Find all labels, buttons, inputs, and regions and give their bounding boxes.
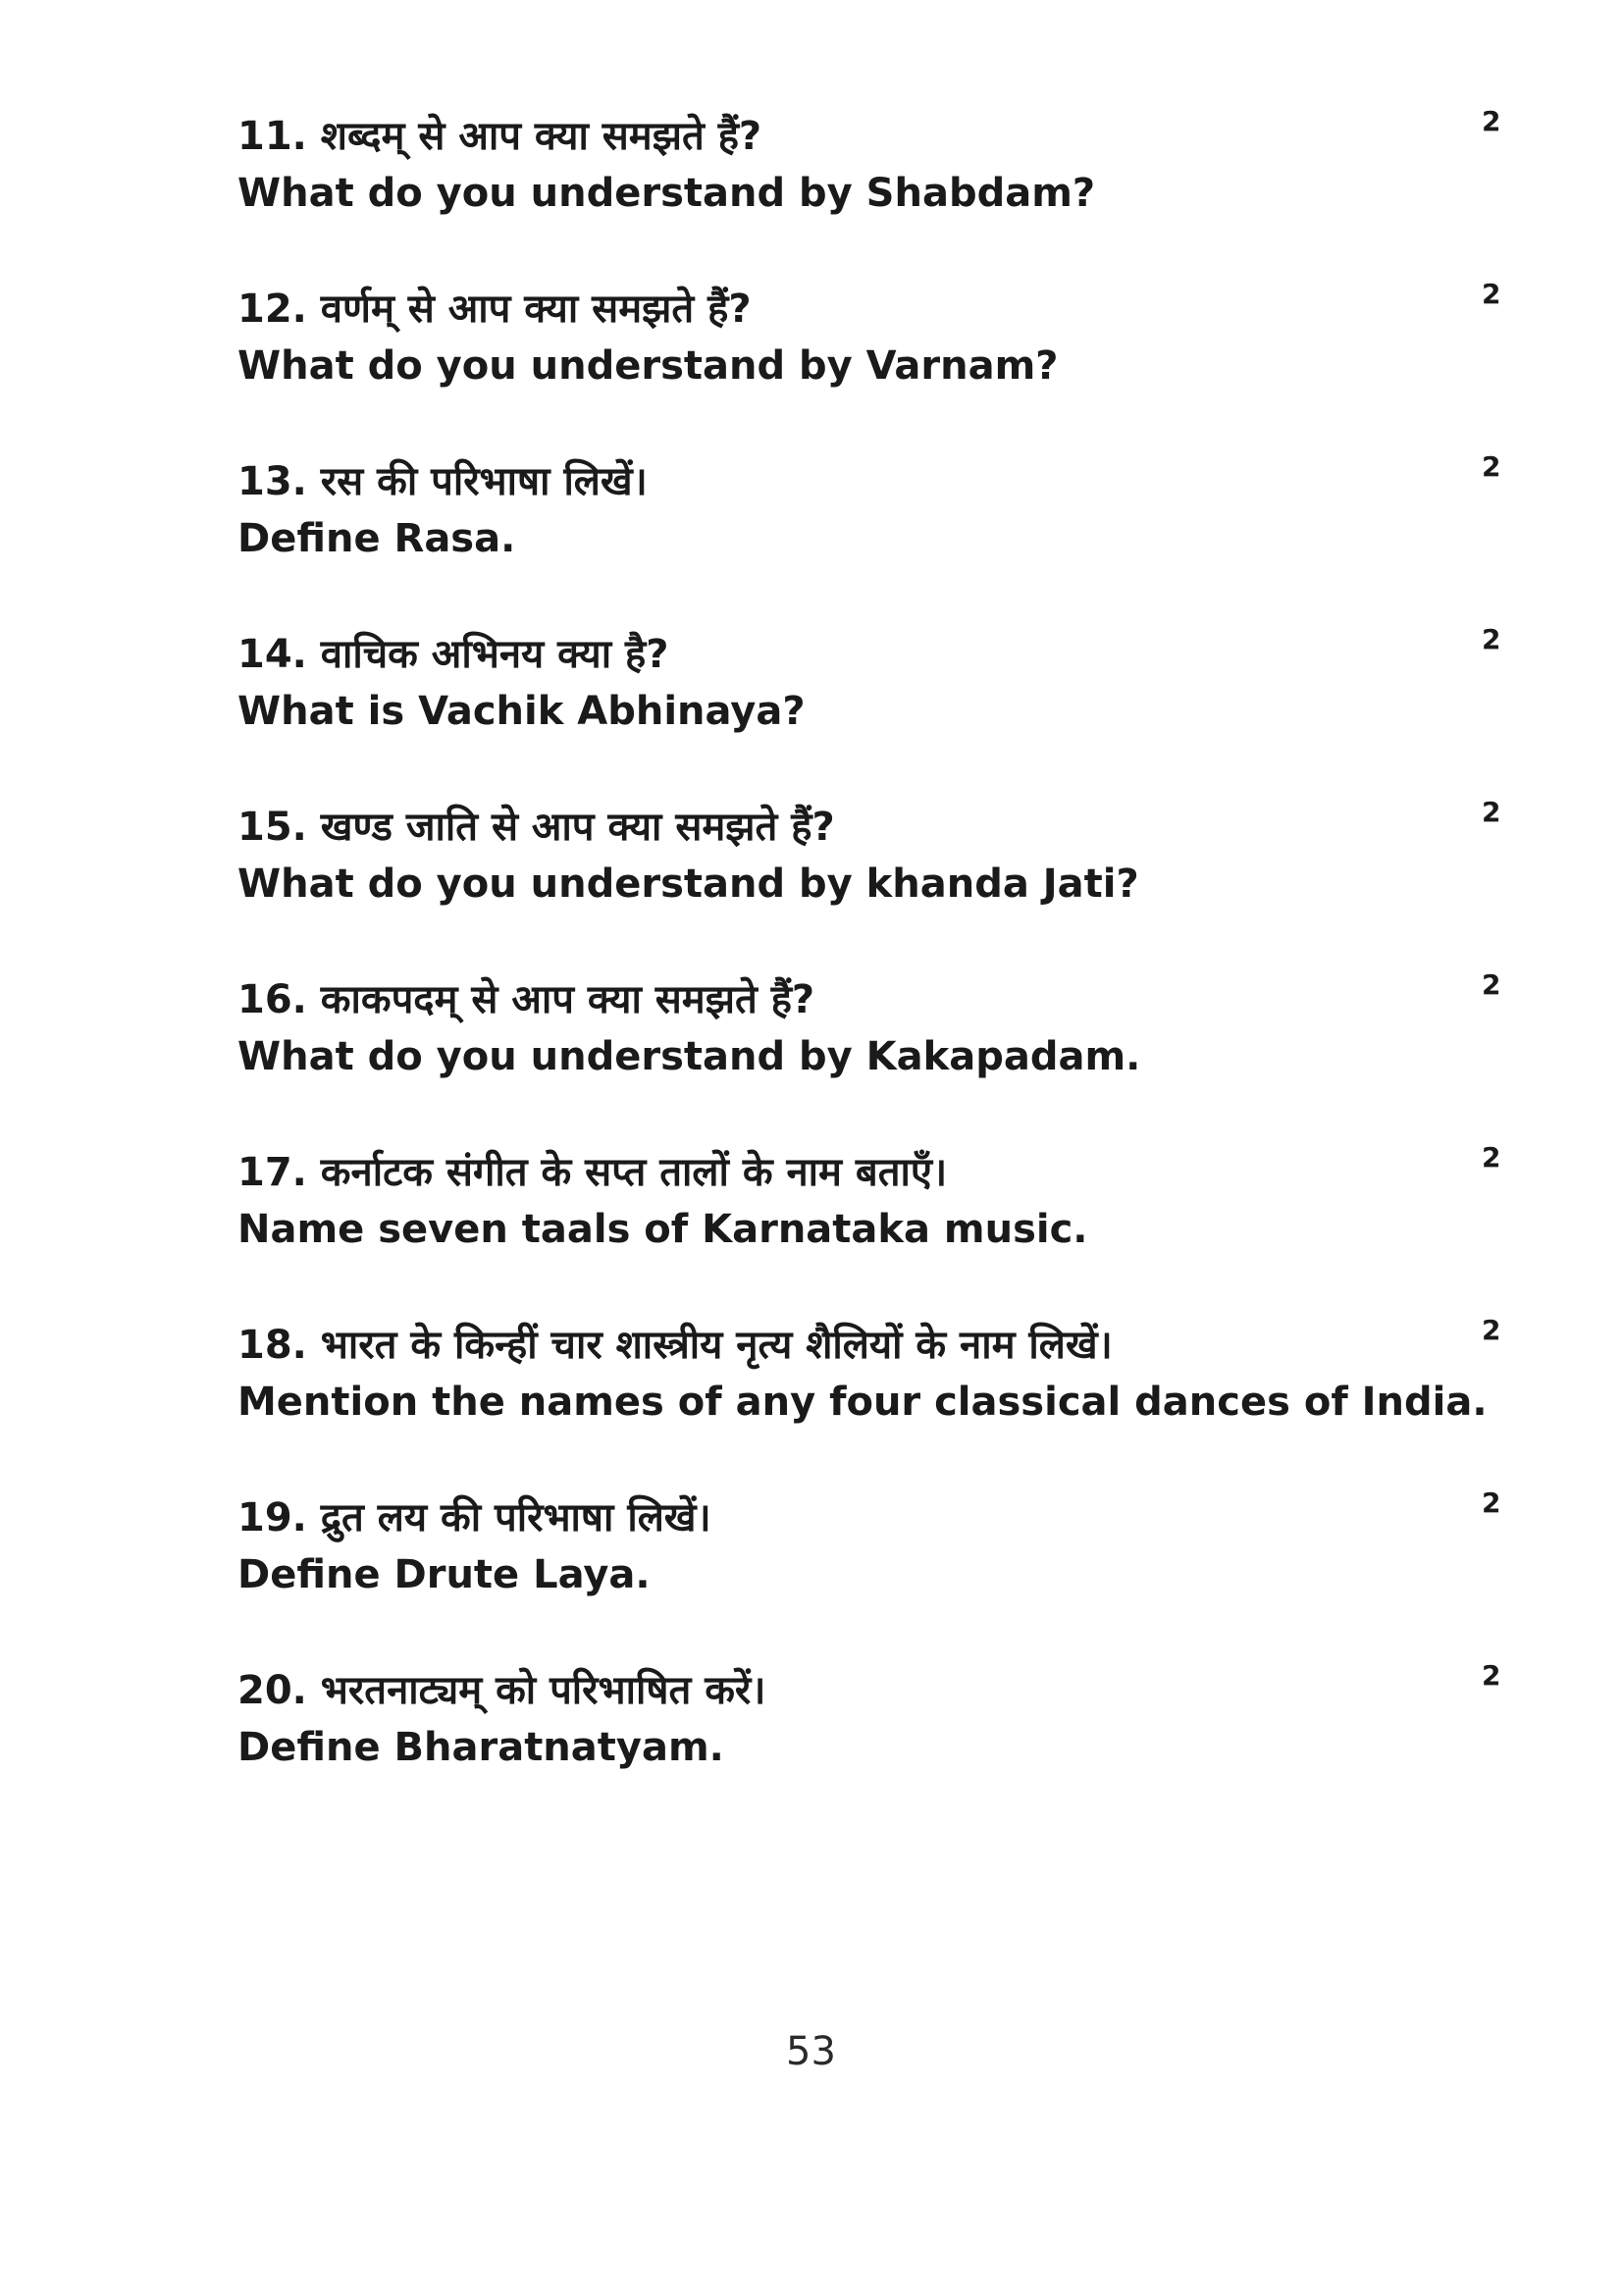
question-hindi-text: 20. भरतनाट्यम् को परिभाषित करें। — [237, 1668, 766, 1713]
question-marks: 2 — [1482, 1314, 1501, 1346]
question-item — [237, 796, 1513, 971]
question-hindi-text: 12. वर्णम् से आप क्या समझते हैं? — [237, 287, 752, 332]
question-marks: 2 — [1482, 278, 1501, 310]
question-hindi-text: 16. काकपदम् से आप क्या समझते हैं? — [237, 977, 815, 1022]
question-english-text: What do you understand by khanda Jati? — [237, 861, 1139, 907]
question-english-text: Mention the names of any four classical dances of India. — [237, 1380, 1488, 1425]
question-english-text: Name seven taals of Karnataka music. — [237, 1207, 1088, 1252]
question-item — [237, 968, 1513, 1144]
question-marks: 2 — [1482, 1141, 1501, 1174]
question-item — [237, 1141, 1513, 1317]
question-hindi-text: 18. भारत के किन्हीं चार शास्त्रीय नृत्य शैलियों के नाम लिखें। — [237, 1323, 1113, 1368]
question-hindi-text: 11. शब्दम् से आप क्या समझते हैं? — [237, 114, 762, 159]
question-list — [237, 105, 1513, 1835]
question-english-text: Define Bharatnatyam. — [237, 1725, 724, 1770]
question-english-text: What do you understand by Shabdam? — [237, 171, 1096, 216]
question-item — [237, 105, 1513, 281]
question-marks: 2 — [1482, 450, 1501, 483]
question-item — [237, 1659, 1513, 1835]
question-hindi-text: 15. खण्ड जाति से आप क्या समझते हैं? — [237, 805, 835, 850]
question-english-text: Define Rasa. — [237, 516, 516, 561]
question-hindi-text: 13. रस की परिभाषा लिखें। — [237, 459, 648, 504]
question-marks: 2 — [1482, 1487, 1501, 1519]
question-item — [237, 1489, 1513, 1662]
question-marks: 2 — [1482, 623, 1501, 655]
question-english-text: What is Vachik Abhinaya? — [237, 689, 806, 734]
question-english-text: Define Drute Laya. — [237, 1552, 651, 1597]
page-number: 53 — [786, 2029, 836, 2074]
question-item — [237, 450, 1513, 626]
question-hindi-text: 19. द्रुत लय की परिभाषा लिखें। — [237, 1495, 711, 1540]
question-item — [237, 278, 1513, 453]
question-hindi-text: 14. वाचिक अभिनय क्या है? — [237, 632, 669, 677]
question-hindi-text: 17. कर्नाटक संगीत के सप्त तालों के नाम बताएँ। — [237, 1150, 948, 1195]
question-marks: 2 — [1482, 105, 1501, 137]
question-marks: 2 — [1482, 1659, 1501, 1692]
question-english-text: What do you understand by Kakapadam. — [237, 1034, 1141, 1079]
question-english-text: What do you understand by Varnam? — [237, 343, 1059, 389]
question-item — [237, 623, 1513, 799]
question-item — [237, 1314, 1513, 1489]
question-marks: 2 — [1482, 968, 1501, 1001]
question-marks: 2 — [1482, 796, 1501, 828]
